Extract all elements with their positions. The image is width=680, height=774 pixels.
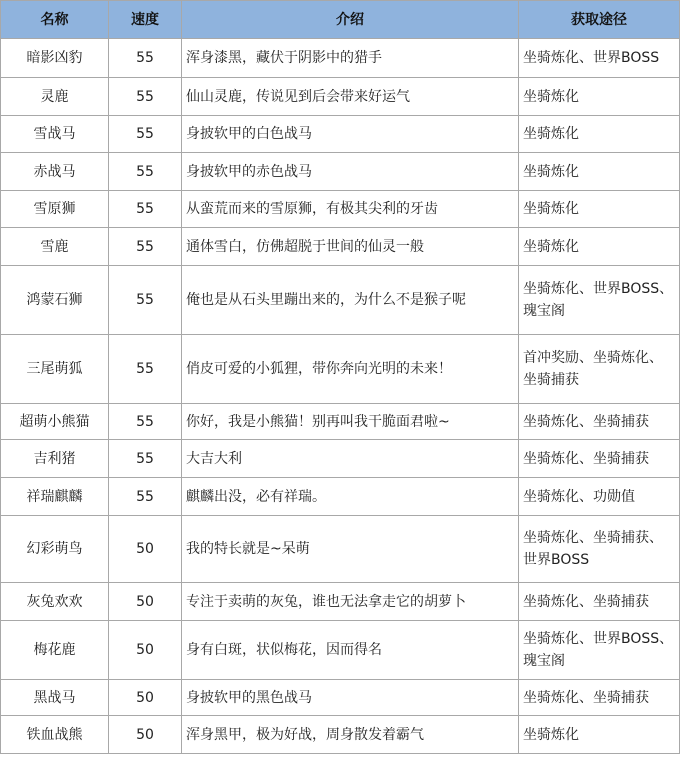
mount-intro: 浑身漆黑，藏伏于阴影中的猎手 [182, 39, 519, 78]
mount-speed: 55 [109, 153, 182, 191]
mount-intro: 浑身黑甲，极为好战，周身散发着霸气 [182, 716, 519, 754]
mount-name: 黑战马 [1, 680, 109, 716]
header-speed: 速度 [109, 1, 182, 39]
mount-name: 雪原狮 [1, 191, 109, 228]
mount-source: 坐骑炼化、坐骑捕获、世界BOSS [519, 516, 680, 583]
mount-speed: 55 [109, 440, 182, 478]
mount-name: 灵鹿 [1, 78, 109, 116]
mount-source: 坐骑炼化 [519, 228, 680, 266]
mount-source: 坐骑炼化、坐骑捕获 [519, 680, 680, 716]
mount-intro: 从蛮荒而来的雪原狮，有极其尖利的牙齿 [182, 191, 519, 228]
mount-name: 三尾萌狐 [1, 335, 109, 404]
table-row [1, 191, 680, 228]
mount-source: 坐骑炼化、世界BOSS、瑰宝阁 [519, 621, 680, 680]
table-row [1, 116, 680, 153]
mount-source: 坐骑炼化 [519, 191, 680, 228]
mount-speed: 55 [109, 39, 182, 78]
mount-speed: 55 [109, 266, 182, 335]
mount-intro: 你好，我是小熊猫！别再叫我干脆面君啦~ [182, 404, 519, 440]
mount-source: 坐骑炼化、坐骑捕获 [519, 404, 680, 440]
mount-name: 梅花鹿 [1, 621, 109, 680]
mount-name: 祥瑞麒麟 [1, 478, 109, 516]
mount-speed: 55 [109, 478, 182, 516]
table-body [1, 39, 680, 754]
mount-speed: 55 [109, 228, 182, 266]
table-row [1, 404, 680, 440]
mount-name: 赤战马 [1, 153, 109, 191]
mount-source: 首冲奖励、坐骑炼化、坐骑捕获 [519, 335, 680, 404]
header-source: 获取途径 [519, 1, 680, 39]
mount-source: 坐骑炼化、功勋值 [519, 478, 680, 516]
mount-intro: 通体雪白，仿佛超脱于世间的仙灵一般 [182, 228, 519, 266]
mount-speed: 50 [109, 621, 182, 680]
table-header-row [1, 1, 680, 39]
mount-source: 坐骑炼化 [519, 153, 680, 191]
mount-source: 坐骑炼化 [519, 716, 680, 754]
mount-source: 坐骑炼化、世界BOSS、瑰宝阁 [519, 266, 680, 335]
table-row [1, 440, 680, 478]
table-row [1, 153, 680, 191]
mount-speed: 55 [109, 78, 182, 116]
mount-speed: 55 [109, 116, 182, 153]
header-name: 名称 [1, 1, 109, 39]
table-row [1, 516, 680, 583]
mount-intro: 我的特长就是~呆萌 [182, 516, 519, 583]
mount-speed: 50 [109, 516, 182, 583]
mount-source: 坐骑炼化 [519, 78, 680, 116]
table-row [1, 266, 680, 335]
mount-name: 雪战马 [1, 116, 109, 153]
table-row [1, 621, 680, 680]
mount-name: 雪鹿 [1, 228, 109, 266]
table-row [1, 583, 680, 621]
mount-intro: 麒麟出没，必有祥瑞。 [182, 478, 519, 516]
table-row [1, 228, 680, 266]
mount-intro: 俏皮可爱的小狐狸，带你奔向光明的未来！ [182, 335, 519, 404]
mount-intro: 身披软甲的赤色战马 [182, 153, 519, 191]
mount-name: 铁血战熊 [1, 716, 109, 754]
mount-source: 坐骑炼化 [519, 116, 680, 153]
mount-name: 幻彩萌鸟 [1, 516, 109, 583]
mount-speed: 50 [109, 583, 182, 621]
table-row [1, 39, 680, 78]
mount-speed: 50 [109, 716, 182, 754]
mount-intro: 身披软甲的黑色战马 [182, 680, 519, 716]
table-row [1, 335, 680, 404]
mount-name: 鸿蒙石狮 [1, 266, 109, 335]
mount-name: 灰兔欢欢 [1, 583, 109, 621]
mount-name: 吉利猪 [1, 440, 109, 478]
mount-intro: 身披软甲的白色战马 [182, 116, 519, 153]
header-intro: 介绍 [182, 1, 519, 39]
mount-source: 坐骑炼化、坐骑捕获 [519, 583, 680, 621]
mount-speed: 55 [109, 335, 182, 404]
mount-speed: 55 [109, 191, 182, 228]
table-row [1, 680, 680, 716]
mount-intro: 身有白斑，状似梅花，因而得名 [182, 621, 519, 680]
mount-source: 坐骑炼化、坐骑捕获 [519, 440, 680, 478]
mount-name: 暗影凶豹 [1, 39, 109, 78]
mount-intro: 仙山灵鹿，传说见到后会带来好运气 [182, 78, 519, 116]
mount-intro: 俺也是从石头里蹦出来的，为什么不是猴子呢 [182, 266, 519, 335]
mount-name: 超萌小熊猫 [1, 404, 109, 440]
mount-speed: 55 [109, 404, 182, 440]
mount-source: 坐骑炼化、世界BOSS [519, 39, 680, 78]
mount-intro: 专注于卖萌的灰兔，谁也无法拿走它的胡萝卜 [182, 583, 519, 621]
mount-speed: 50 [109, 680, 182, 716]
table-row [1, 478, 680, 516]
table-row [1, 716, 680, 754]
table-row [1, 78, 680, 116]
mount-intro: 大吉大利 [182, 440, 519, 478]
